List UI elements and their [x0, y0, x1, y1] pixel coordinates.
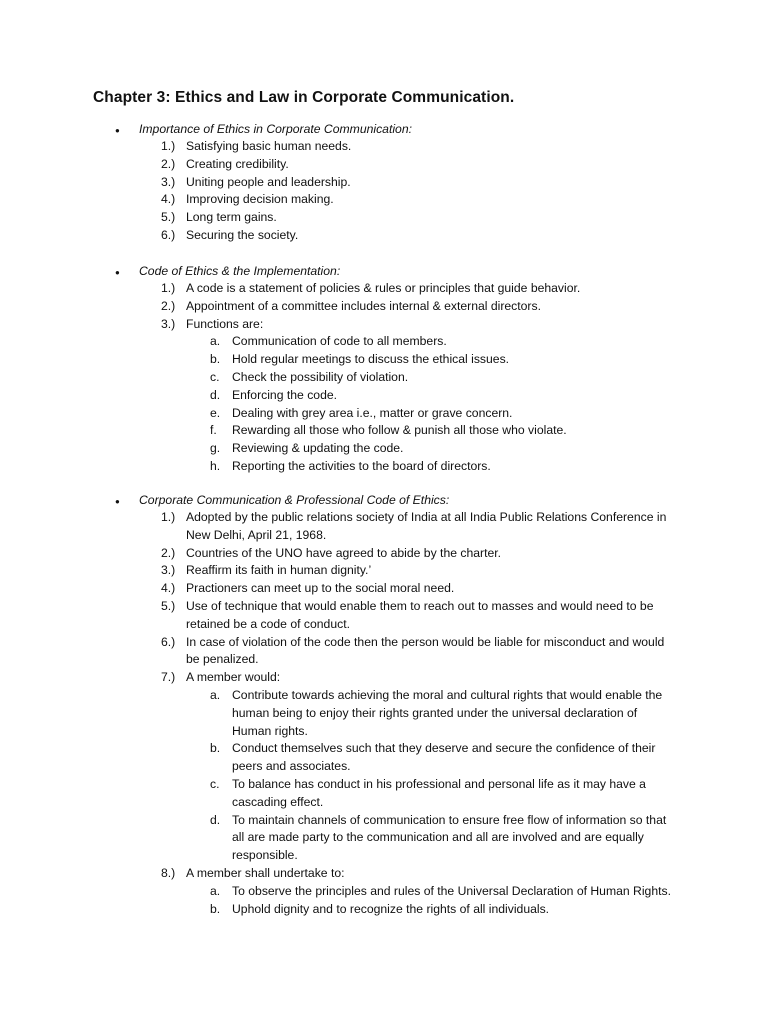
item-number: 3.) — [161, 563, 176, 578]
item-number: 6.) — [161, 227, 176, 242]
section-label: Code of Ethics & the Implementation: — [139, 264, 341, 278]
item-number: 4.) — [161, 581, 176, 596]
sub-item-text: Dealing with grey area i.e., matter or grave concern. — [232, 405, 513, 420]
outline-section — [0, 120, 768, 245]
section-heading — [0, 262, 768, 280]
sub-item-text: To maintain channels of communication to ensure free flow of information so that all are made party to the communication and all are involved and are equally responsible. — [232, 812, 667, 863]
item-number: 2.) — [161, 545, 176, 560]
item-text: Creating credibility. — [186, 156, 289, 171]
sub-list-item — [0, 812, 768, 865]
bullet-icon — [115, 120, 120, 140]
section-heading — [0, 120, 768, 138]
sub-list-item — [0, 458, 768, 476]
item-number: 2.) — [161, 156, 176, 171]
sub-item-letter: a. — [210, 334, 221, 349]
item-text: Countries of the UNO have agreed to abide by the charter. — [186, 545, 502, 560]
item-number: 3.) — [161, 316, 176, 331]
item-number: 8.) — [161, 865, 176, 880]
item-number: 3.) — [161, 174, 176, 189]
sub-item-text: To observe the principles and rules of the Universal Declaration of Human Rights. — [232, 883, 671, 898]
list-item — [0, 634, 768, 670]
list-item — [0, 174, 768, 192]
sub-item-letter: a. — [210, 687, 221, 702]
sub-item-text: Rewarding all those who follow & punish all those who violate. — [232, 423, 567, 438]
item-text: Use of technique that would enable them to reach out to masses and would need to be retained be a code of conduct. — [186, 598, 654, 631]
sub-item-letter: h. — [210, 458, 221, 473]
item-text: Uniting people and leadership. — [186, 174, 351, 189]
list-item — [0, 298, 768, 316]
item-number: 2.) — [161, 298, 176, 313]
sub-item-text: Hold regular meetings to discuss the ethical issues. — [232, 352, 510, 367]
item-number: 5.) — [161, 598, 176, 613]
chapter-title: Chapter 3: Ethics and Law in Corporate Communication. — [93, 89, 515, 106]
sub-item-text: Reporting the activities to the board of directors. — [232, 458, 491, 473]
item-number: 1.) — [161, 510, 176, 524]
outline-section — [0, 262, 768, 476]
sub-list-item — [0, 369, 768, 387]
sub-item-letter: g. — [210, 441, 221, 456]
list-item — [0, 545, 768, 563]
list-item — [0, 138, 768, 156]
item-text: A code is a statement of policies & rules or principles that guide behavior. — [186, 281, 581, 295]
sub-list-item — [0, 740, 768, 776]
sub-item-letter: c. — [210, 369, 220, 384]
sub-item-letter: c. — [210, 776, 220, 791]
sub-item-letter: f. — [210, 423, 217, 438]
list-item — [0, 562, 768, 580]
item-text: Functions are: — [186, 316, 264, 331]
list-item — [0, 598, 768, 634]
sub-item-text: Communication of code to all members. — [232, 334, 447, 349]
bullet-icon — [115, 262, 120, 282]
list-item — [0, 669, 768, 687]
sub-list-item — [0, 405, 768, 423]
item-text: A member would: — [186, 670, 281, 685]
sub-item-letter: b. — [210, 741, 221, 756]
item-text: Long term gains. — [186, 210, 277, 225]
sub-item-letter: d. — [210, 812, 221, 827]
list-item — [0, 209, 768, 227]
item-text: Practioners can meet up to the social moral need. — [186, 581, 455, 596]
list-item — [0, 509, 768, 545]
sub-item-letter: a. — [210, 883, 221, 898]
item-number: 6.) — [161, 634, 176, 649]
item-text: Appointment of a committee includes internal & external directors. — [186, 298, 541, 313]
sub-list-item — [0, 776, 768, 812]
item-number: 7.) — [161, 670, 176, 685]
sub-item-letter: e. — [210, 405, 221, 420]
item-text: Satisfying basic human needs. — [186, 139, 352, 153]
bullet-icon — [115, 491, 120, 511]
item-number: 5.) — [161, 210, 176, 225]
list-item — [0, 280, 768, 298]
sub-item-text: To balance has conduct in his professional and personal life as it may have a cascading effect. — [232, 776, 646, 809]
list-item — [0, 580, 768, 598]
sub-list-item — [0, 687, 768, 740]
item-text: Improving decision making. — [186, 192, 334, 207]
item-text: A member shall undertake to: — [186, 865, 345, 880]
sub-list-item — [0, 440, 768, 458]
sub-list-item — [0, 351, 768, 369]
sub-list-item — [0, 883, 768, 901]
item-number: 4.) — [161, 192, 176, 207]
list-item — [0, 316, 768, 334]
sub-item-letter: b. — [210, 901, 221, 916]
section-heading — [0, 491, 768, 509]
list-item — [0, 156, 768, 174]
list-item — [0, 865, 768, 883]
sub-item-text: Contribute towards achieving the moral and cultural rights that would enable the human being to enjoy their rights granted under the universal declaration of Human rights. — [232, 687, 663, 738]
sub-item-text: Check the possibility of violation. — [232, 369, 409, 384]
section-label: Corporate Communication & Professional Code of Ethics: — [139, 493, 450, 507]
item-text: Adopted by the public relations society of India at all India Public Relations Conference in New Delhi, April 21, 1968. — [186, 510, 667, 542]
item-text: Reaffirm its faith in human dignity.’ — [186, 563, 372, 578]
sub-item-letter: b. — [210, 352, 221, 367]
list-item — [0, 227, 768, 245]
outline-section — [0, 491, 768, 918]
sub-item-text: Reviewing & updating the code. — [232, 441, 404, 456]
sub-item-text: Enforcing the code. — [232, 387, 338, 402]
item-text: In case of violation of the code then the person would be liable for misconduct and would be penalized. — [186, 634, 665, 667]
section-label: Importance of Ethics in Corporate Communication: — [139, 122, 412, 136]
sub-list-item — [0, 333, 768, 351]
sub-list-item — [0, 901, 768, 919]
sub-item-text: Conduct themselves such that they deserve and secure the confidence of their peers and associates. — [232, 741, 656, 774]
sub-item-text: Uphold dignity and to recognize the rights of all individuals. — [232, 901, 550, 916]
item-text: Securing the society. — [186, 227, 299, 242]
item-number: 1.) — [161, 281, 176, 295]
sub-list-item — [0, 387, 768, 405]
item-number: 1.) — [161, 139, 176, 153]
sub-list-item — [0, 422, 768, 440]
sub-item-letter: d. — [210, 387, 221, 402]
list-item — [0, 191, 768, 209]
